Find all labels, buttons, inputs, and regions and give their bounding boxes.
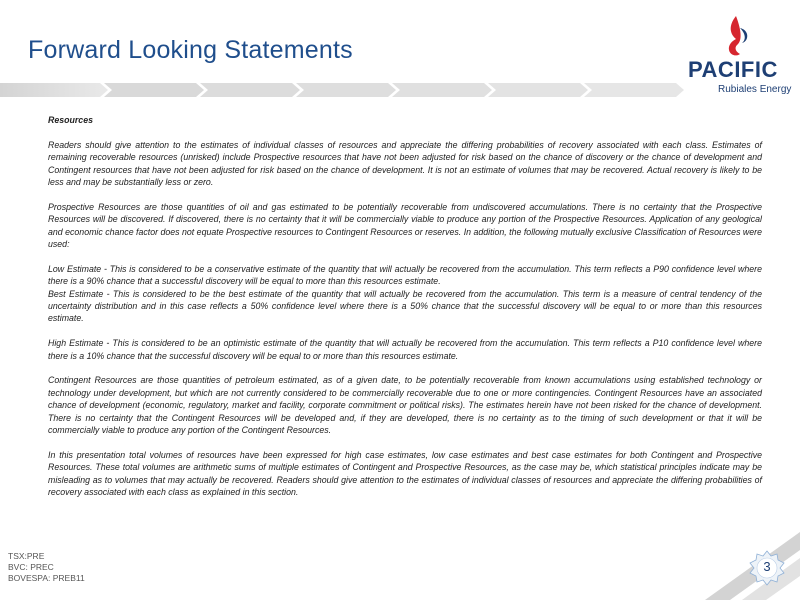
- logo-wordmark: PACIFIC: [688, 57, 778, 82]
- paragraph-high-estimate: High Estimate - This is considered to be an optimistic estimate of the quantity that will actually be recovered from the accumulation. This term reflects a P10 confidence level where there is a 10% chance that the successful discovery will be equal to or more than this resources estimate.: [48, 338, 762, 361]
- ticker-tsx: TSX:PRE: [8, 551, 45, 561]
- paragraph-total-volumes: In this presentation total volumes of resources have been expressed for high case estimates, low case estimates and best case estimates for both Contingent and Prospective Resources. These total volumes are arithmetic sums of multiple estimates of Contingent and Prospective Resources, as the case may be, which statistical principles indicate may be misleading as to volumes that may actually be recovered. Readers should give attention to the estimates of individual classes of resources and appreciate the differing probabilities of recovery associated with each class as explained in this section.: [48, 449, 762, 498]
- resources-disclaimer: [48, 114, 762, 511]
- paragraph-contingent-resources: Contingent Resources are those quantities of petroleum estimated, as of a given date, to be potentially recoverable from known accumulations using established technology or technology under development, but which are not currently considered to be commercially recoverable due to one or more contingencies. Contingent Resources have an associated chance of development (economic, regulatory, market and facility, corporate commitment or political risks). The estimates herein have not been risked for the chance of development. There is no certainty that the Contingent Resources will be developed and, if they are developed, there is no certainty as to the timing of such development or that it will be commercially viable to produce any portion of the Contingent Resources.: [48, 375, 762, 436]
- paragraph-prospective-resources: Prospective Resources are those quantities of oil and gas estimated to be potentially recoverable from undiscovered accumulations. There is no certainty that the Prospective Resources will be discovered. If discovered, there is no certainty that it will be commercially viable to produce any portion of the Prospective Resources. Application of any geological and economic chance factor does not equate Prospective resources to Contingent Resources or reserves. In addition, the following mutually exclusive Classification of Resources were used:: [48, 201, 762, 250]
- paragraph-low-estimate: Low Estimate - This is considered to be a conservative estimate of the quantity that will actually be recovered from the accumulation. This term reflects a P90 confidence level where there is a 90% chance that a successful discovery will be equal to more than this resources estimate.: [48, 263, 762, 287]
- section-heading: Resources: [48, 115, 93, 125]
- ticker-bovespa: BOVESPA: PREB11: [8, 573, 85, 583]
- ticker-bvc: BVC: PREC: [8, 562, 54, 572]
- paragraph-resources-intro: Readers should give attention to the estimates of individual classes of resources and appreciate the differing probabilities of recovery associated with each class. Estimates of remaining recoverable resources (unrisked) include Prospective resources that have not been adjusted for risk based on the chance of discovery or the chance of development and Contingent resources that have not been adjusted for risk based on the chance of development. It is not an estimate of volumes that may be recovered. Actual recovery is likely to be less and may be substantially less or zero.: [48, 139, 762, 188]
- page-number: 3: [763, 559, 771, 574]
- slide-title: Forward Looking Statements: [28, 36, 353, 64]
- logo-tagline: Rubiales Energy: [718, 84, 792, 95]
- paragraph-best-estimate: Best Estimate - This is considered to be the best estimate of the quantity that will actually be recovered from the accumulation. This term is a measure of central tendency of the uncertainty distribution and in this case reflects a 50% confidence level where there is a 50% chance that the successful discovery will be equal to or more than this resources estimate.: [48, 288, 762, 324]
- arrow-band-decoration: [0, 80, 690, 100]
- stock-tickers: [8, 551, 85, 584]
